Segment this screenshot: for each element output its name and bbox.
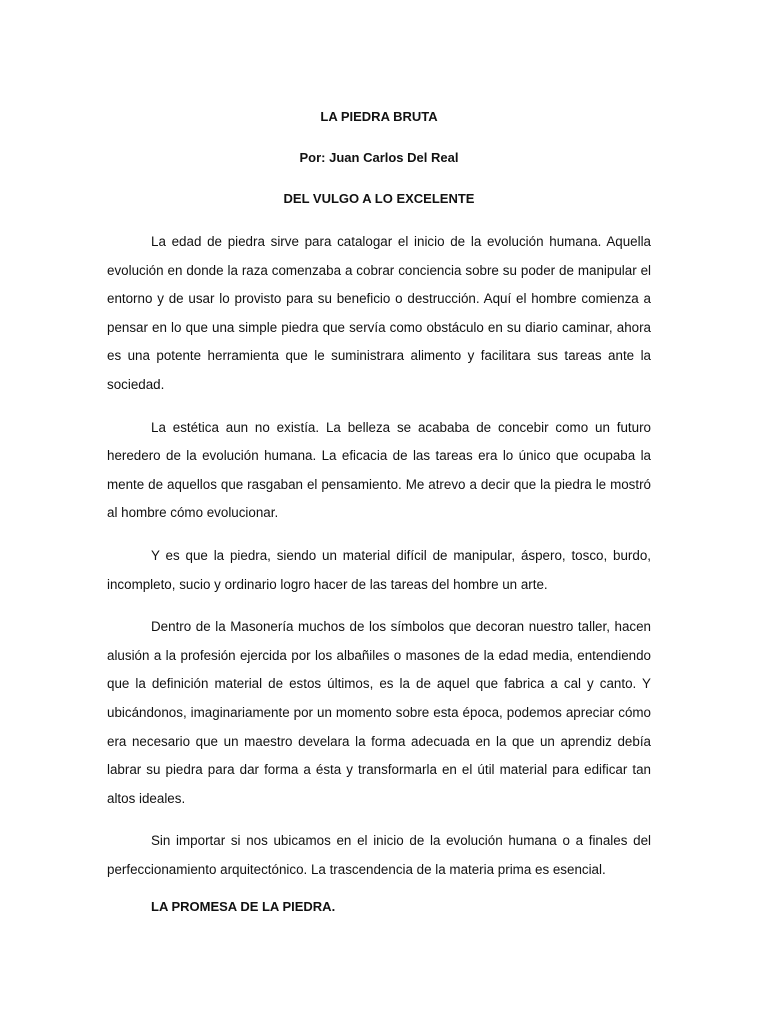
paragraph-4: Dentro de la Masonería muchos de los símbolos que decoran nuestro taller, hacen alusión a la profesión ejercida por los albañiles o masones de la edad media, entendiendo que la definición material de estos últimos, es la de aquel que fabrica a cal y canto. Y ubicándonos, imaginariamente por un momento sobre esta época, podemos apreciar cómo era necesario que un maestro develara la forma adecuada en la que un aprendiz debía labrar su piedra para dar forma a ésta y transformarla en el útil material para edificar tan altos ideales. <box>107 619 651 806</box>
paragraph-3: Y es que la piedra, siendo un material difícil de manipular, áspero, tosco, burdo, incompleto, sucio y ordinario logro hacer de las tareas del hombre un arte. <box>107 547 651 592</box>
section-heading: LA PROMESA DE LA PIEDRA. <box>151 899 336 915</box>
document-author: Por: Juan Carlos Del Real <box>299 150 459 165</box>
paragraph-2: La estética aun no existía. La belleza se acababa de concebir como un futuro heredero de la evolución humana. La eficacia de las tareas era lo único que ocupaba la mente de aquellos que rasgaban el pensamiento. Me atrevo a decir que la piedra le mostró al hombre cómo evolucionar. <box>107 419 651 521</box>
paragraph-5: Sin importar si nos ubicamos en el inicio de la evolución humana o a finales del perfeccionamiento arquitectónico. La trascendencia de la materia prima es esencial. <box>107 833 651 877</box>
paragraph-1: La edad de piedra sirve para catalogar el inicio de la evolución humana. Aquella evolución en donde la raza comenzaba a cobrar conciencia sobre su poder de manipular el entorno y de usar lo provisto para su beneficio o destrucción. Aquí el hombre comienza a pensar en lo que una simple piedra que servía como obstáculo en su diario caminar, ahora es una potente herramienta que le suministrara alimento y facilitara sus tareas ante la sociedad. <box>107 234 651 392</box>
document-subtitle: DEL VULGO A LO EXCELENTE <box>283 191 475 206</box>
document-body <box>107 108 651 916</box>
document-title: LA PIEDRA BRUTA <box>320 109 438 124</box>
